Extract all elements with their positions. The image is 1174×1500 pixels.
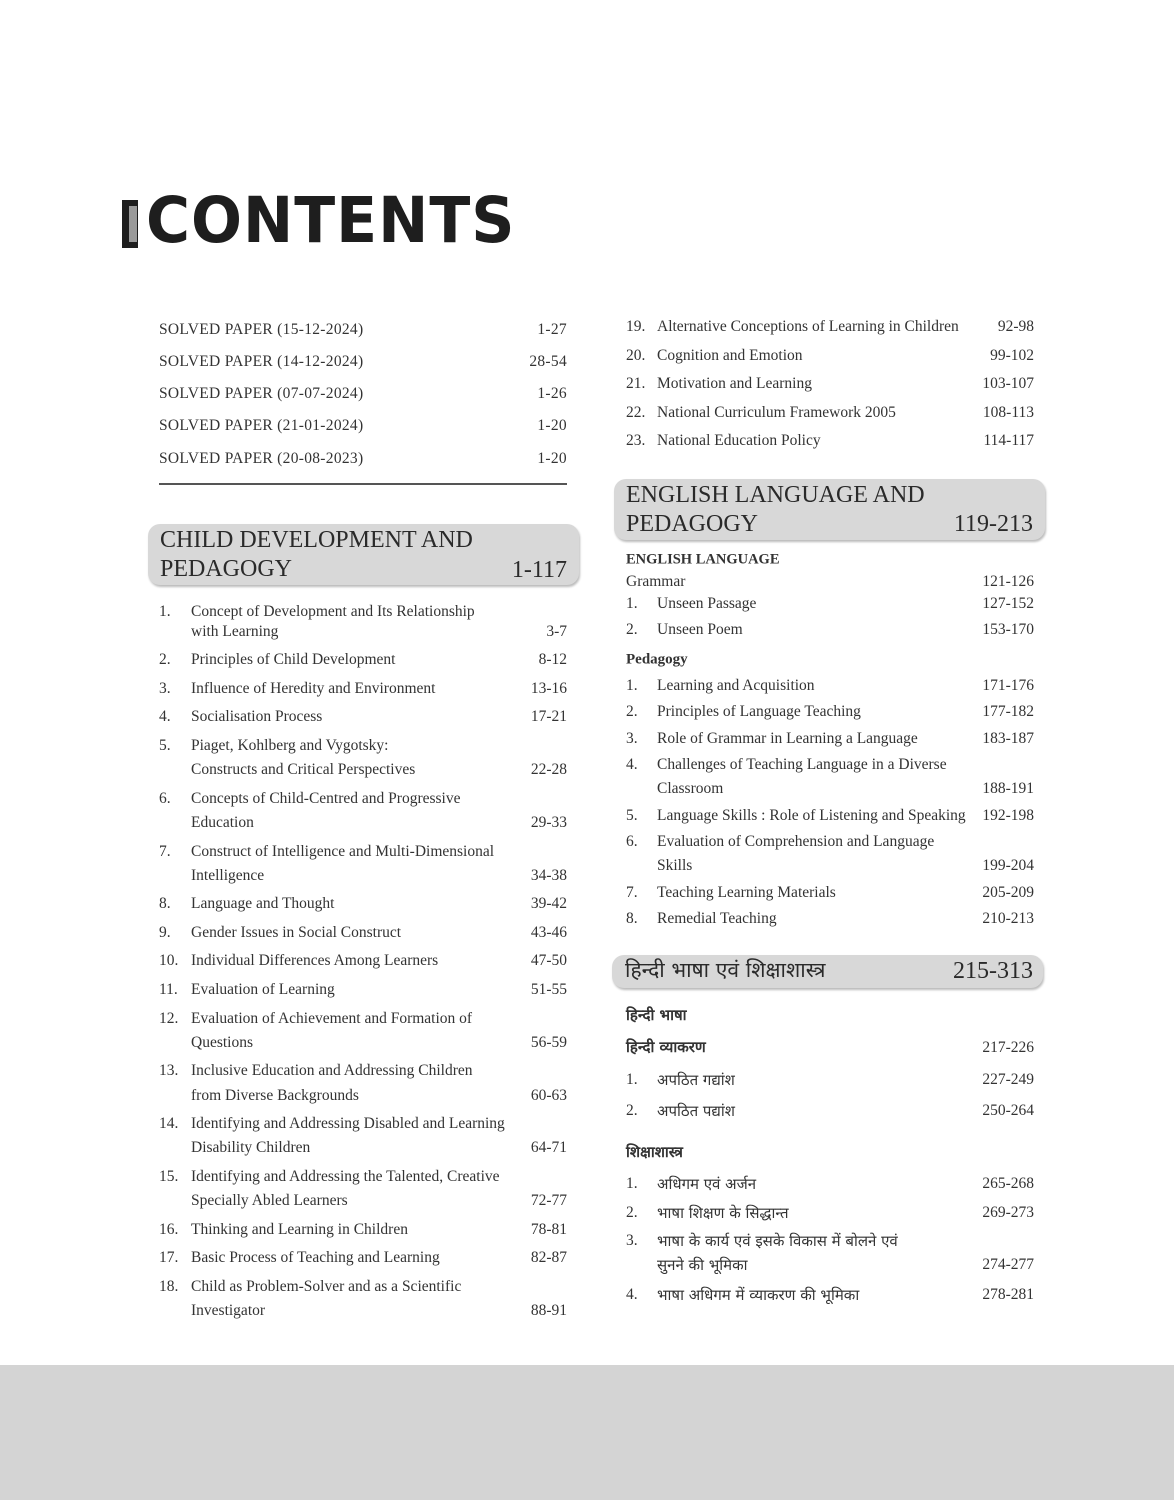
entry-pages: 205-209: [982, 884, 1034, 901]
entry-title: Disability Children: [191, 1139, 311, 1156]
entry-title: भाषा के कार्य एवं इसके विकास में बोलने एवं: [657, 1232, 898, 1250]
entry-pages: 13-16: [530, 680, 567, 697]
section-header-english: [614, 479, 1045, 540]
entry-number: 17.: [159, 1249, 179, 1266]
entry-number: 7.: [159, 843, 171, 860]
entry-title: Principles of Language Teaching: [657, 703, 861, 720]
entry-number: 8.: [159, 895, 171, 912]
entry-title: Individual Differences Among Learners: [191, 952, 439, 969]
entry-number: 3.: [159, 680, 171, 697]
subsection-heading: शिक्षाशास्त्र: [626, 1143, 683, 1161]
solved-paper-label: SOLVED PAPER (20-08-2023): [159, 450, 364, 467]
grammar-label: हिन्दी व्याकरण: [626, 1038, 706, 1056]
entry-number: 7.: [626, 884, 638, 901]
entry-pages: 114-117: [983, 432, 1034, 449]
entry-pages: 183-187: [982, 730, 1034, 747]
entry-title: Classroom: [657, 780, 724, 797]
subsection-heading: Pedagogy: [626, 651, 688, 668]
title-accent-bar: [122, 200, 138, 248]
solved-paper-label: SOLVED PAPER (15-12-2024): [159, 321, 364, 338]
entry-pages: 269-273: [982, 1204, 1034, 1221]
solved-paper-label: SOLVED PAPER (07-07-2024): [159, 385, 364, 402]
entry-number: 14.: [159, 1115, 179, 1132]
entry-title: Evaluation of Learning: [191, 981, 335, 998]
entry-title: Specially Abled Learners: [191, 1192, 348, 1209]
entry-number: 5.: [626, 807, 638, 824]
entry-title: Piaget, Kohlberg and Vygotsky:: [191, 737, 389, 754]
entry-title: Skills: [657, 857, 693, 874]
entry-title: National Curriculum Framework 2005: [657, 404, 896, 421]
section-title-line1: ENGLISH LANGUAGE AND: [626, 482, 925, 508]
entry-title: Concepts of Child-Centred and Progressive: [191, 790, 461, 807]
entry-title: National Education Policy: [657, 432, 821, 449]
entry-title: Intelligence: [191, 867, 265, 884]
entry-pages: 199-204: [982, 857, 1034, 874]
entry-number: 1.: [626, 1175, 638, 1192]
section-pages: 215-313: [953, 958, 1033, 984]
entry-number: 20.: [626, 347, 646, 364]
entry-number: 15.: [159, 1168, 179, 1185]
entry-number: 1.: [159, 603, 171, 620]
entry-pages: 153-170: [982, 621, 1034, 638]
section-pages: 1-117: [511, 557, 567, 583]
entry-title: Unseen Passage: [657, 595, 757, 612]
entry-title: with Learning: [191, 623, 279, 640]
entry-pages: 17-21: [530, 708, 567, 725]
entry-title: Teaching Learning Materials: [657, 884, 836, 901]
entry-title: अपठित पद्यांश: [657, 1102, 735, 1120]
entry-title: Unseen Poem: [657, 621, 743, 638]
entry-title: सुनने की भूमिका: [657, 1256, 748, 1274]
entry-number: 6.: [626, 833, 638, 850]
entry-pages: 51-55: [530, 981, 567, 998]
entry-pages: 39-42: [530, 895, 567, 912]
entry-title: Education: [191, 814, 254, 831]
solved-paper-pages: 28-54: [529, 353, 567, 370]
section-title-line2: PEDAGOGY: [160, 556, 292, 582]
entry-title: Remedial Teaching: [657, 910, 777, 927]
entry-title: Role of Grammar in Learning a Language: [657, 730, 918, 747]
entry-number: 4.: [626, 1286, 638, 1303]
solved-paper-label: SOLVED PAPER (21-01-2024): [159, 417, 364, 434]
entry-pages: 177-182: [982, 703, 1034, 720]
entry-number: 13.: [159, 1062, 179, 1079]
entry-pages: 22-28: [530, 761, 567, 778]
entry-title: Motivation and Learning: [657, 375, 812, 392]
entry-title: Concept of Development and Its Relationship: [191, 603, 475, 620]
entry-pages: 64-71: [530, 1139, 567, 1156]
grammar-pages: 217-226: [982, 1039, 1034, 1056]
entry-title: Alternative Conceptions of Learning in Children: [657, 318, 959, 335]
entry-pages: 72-77: [530, 1192, 567, 1209]
entry-pages: 56-59: [530, 1034, 567, 1051]
entry-pages: 92-98: [997, 318, 1034, 335]
entry-pages: 99-102: [990, 347, 1034, 364]
grammar-label: Grammar: [626, 573, 686, 590]
entry-number: 4.: [626, 756, 638, 773]
entry-title: Child as Problem-Solver and as a Scientific: [191, 1278, 462, 1295]
entry-title: Identifying and Addressing Disabled and Learning: [191, 1115, 505, 1132]
entry-title: Socialisation Process: [191, 708, 323, 725]
entry-number: 2.: [626, 621, 638, 638]
entry-pages: 34-38: [530, 867, 567, 884]
entry-pages: 265-268: [982, 1175, 1034, 1192]
solved-paper-pages: 1-27: [537, 321, 567, 338]
entry-title: Evaluation of Achievement and Formation of: [191, 1010, 473, 1027]
entry-pages: 43-46: [530, 924, 567, 941]
entry-number: 2.: [626, 703, 638, 720]
entry-title: Basic Process of Teaching and Learning: [191, 1249, 440, 1266]
entry-number: 9.: [159, 924, 171, 941]
entry-pages: 108-113: [982, 404, 1034, 421]
entry-number: 18.: [159, 1278, 179, 1295]
entry-pages: 171-176: [982, 677, 1034, 694]
entry-title: from Diverse Backgrounds: [191, 1087, 359, 1104]
entry-pages: 192-198: [982, 807, 1034, 824]
entry-number: 23.: [626, 432, 646, 449]
entry-pages: 47-50: [530, 952, 567, 969]
entry-number: 1.: [626, 1071, 638, 1088]
section-header-hindi: [612, 955, 1043, 988]
grammar-pages: 121-126: [982, 573, 1034, 590]
entry-title: Principles of Child Development: [191, 651, 396, 668]
entry-number: 4.: [159, 708, 171, 725]
section-title-line2: PEDAGOGY: [626, 511, 758, 537]
entry-title: Thinking and Learning in Children: [191, 1221, 408, 1238]
divider: [159, 483, 567, 485]
entry-number: 8.: [626, 910, 638, 927]
entry-pages: 127-152: [982, 595, 1034, 612]
entry-title: Learning and Acquisition: [657, 677, 815, 694]
entry-number: 10.: [159, 952, 179, 969]
subsection-heading: ENGLISH LANGUAGE: [626, 551, 780, 568]
entry-number: 1.: [626, 677, 638, 694]
entry-title: Language and Thought: [191, 895, 335, 912]
entry-title: अधिगम एवं अर्जन: [657, 1175, 757, 1193]
subsection-heading: हिन्दी भाषा: [626, 1006, 687, 1024]
entry-number: 16.: [159, 1221, 179, 1238]
entry-pages: 8-12: [538, 651, 567, 668]
solved-paper-label: SOLVED PAPER (14-12-2024): [159, 353, 364, 370]
solved-paper-pages: 1-20: [537, 417, 567, 434]
entry-pages: 188-191: [982, 780, 1034, 797]
section-title: हिन्दी भाषा एवं शिक्षाशास्त्र: [625, 958, 826, 982]
entry-number: 19.: [626, 318, 646, 335]
entry-title: Identifying and Addressing the Talented, Creative: [191, 1168, 500, 1185]
entry-pages: 103-107: [982, 375, 1034, 392]
entry-title: Investigator: [191, 1302, 266, 1319]
page-title: CONTENTS: [146, 184, 516, 258]
section-pages: 119-213: [953, 511, 1033, 537]
entry-pages: 3-7: [546, 623, 567, 640]
entry-title: Construct of Intelligence and Multi-Dimensional: [191, 843, 495, 860]
entry-title: Cognition and Emotion: [657, 347, 803, 364]
entry-number: 1.: [626, 595, 638, 612]
entry-number: 3.: [626, 1232, 638, 1249]
entry-pages: 29-33: [530, 814, 567, 831]
entry-title: Evaluation of Comprehension and Language: [657, 833, 935, 850]
entry-title: भाषा अधिगम में व्याकरण की भूमिका: [657, 1286, 860, 1304]
entry-pages: 210-213: [982, 910, 1034, 927]
entry-pages: 250-264: [982, 1102, 1034, 1119]
entry-pages: 88-91: [530, 1302, 567, 1319]
entry-pages: 274-277: [982, 1256, 1034, 1273]
entry-number: 11.: [159, 981, 178, 998]
entry-number: 3.: [626, 730, 638, 747]
section-title-line1: CHILD DEVELOPMENT AND: [160, 527, 473, 553]
entry-number: 21.: [626, 375, 646, 392]
page-footer-band: [0, 1365, 1174, 1500]
entry-title: Inclusive Education and Addressing Children: [191, 1062, 473, 1079]
entry-number: 12.: [159, 1010, 179, 1027]
entry-title: Questions: [191, 1034, 253, 1051]
entry-number: 2.: [626, 1204, 638, 1221]
entry-number: 22.: [626, 404, 646, 421]
entry-number: 2.: [626, 1102, 638, 1119]
entry-number: 6.: [159, 790, 171, 807]
entry-title: Influence of Heredity and Environment: [191, 680, 436, 697]
entry-pages: 60-63: [530, 1087, 567, 1104]
entry-pages: 278-281: [982, 1286, 1034, 1303]
entry-title: Challenges of Teaching Language in a Diverse: [657, 756, 947, 773]
entry-pages: 82-87: [530, 1249, 567, 1266]
entry-title: Language Skills : Role of Listening and Speaking: [657, 807, 966, 824]
section-header-child-development: [148, 524, 579, 585]
entry-title: अपठित गद्यांश: [657, 1071, 735, 1089]
solved-paper-pages: 1-20: [537, 450, 567, 467]
entry-title: Gender Issues in Social Construct: [191, 924, 402, 941]
entry-title: भाषा शिक्षण के सिद्धान्त: [657, 1204, 789, 1222]
entry-pages: 78-81: [530, 1221, 567, 1238]
entry-title: Constructs and Critical Perspectives: [191, 761, 416, 778]
solved-paper-pages: 1-26: [537, 385, 567, 402]
entry-number: 5.: [159, 737, 171, 754]
entry-number: 2.: [159, 651, 171, 668]
entry-pages: 227-249: [982, 1071, 1034, 1088]
